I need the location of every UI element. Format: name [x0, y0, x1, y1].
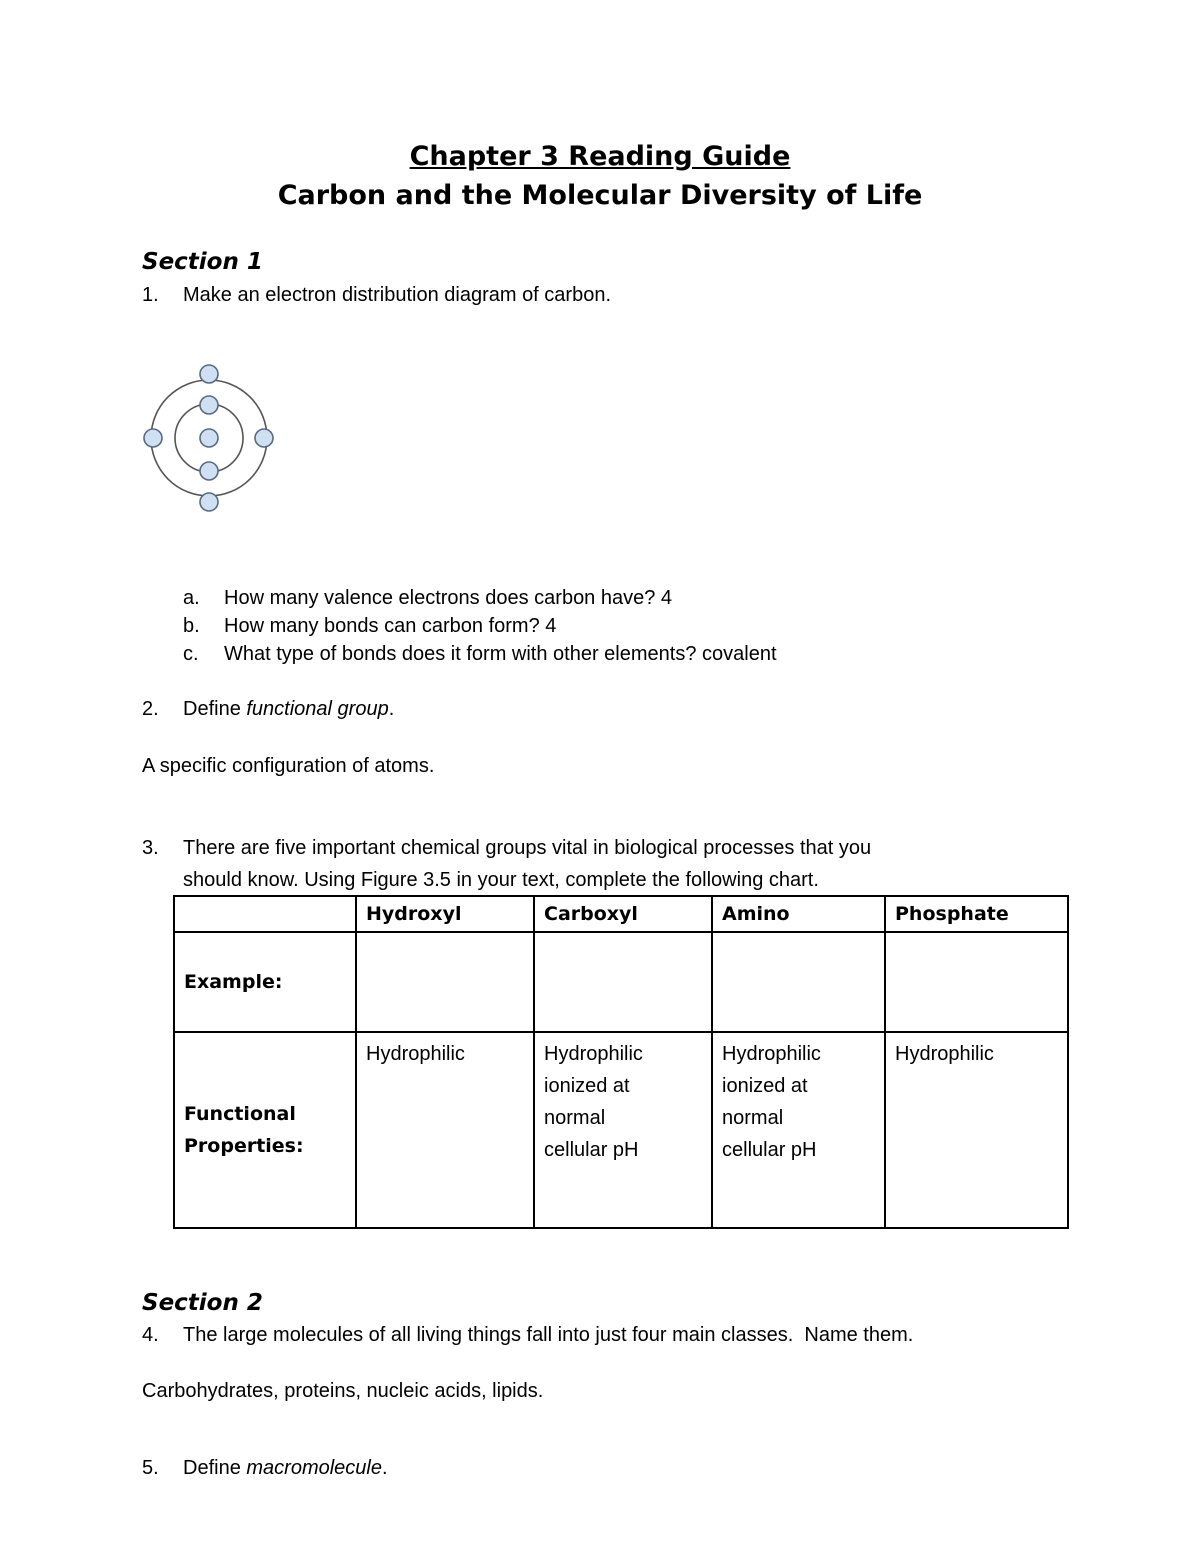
question-4-text: The large molecules of all living things fall into just four main classes. Name them. [183, 1324, 914, 1346]
cell-line: normal [544, 1107, 606, 1129]
nucleus [200, 429, 218, 447]
question-4-number: 4. [142, 1324, 159, 1346]
cell-line: Hydrophilic [895, 1043, 994, 1065]
cell-line: ionized at [544, 1075, 630, 1097]
properties-cell-carboxyl[interactable] [534, 1032, 712, 1228]
example-cell-carboxyl[interactable] [534, 932, 712, 1032]
question-5-suffix: . [381, 1457, 388, 1479]
properties-row-label [174, 1032, 356, 1228]
chemical-groups-table [173, 895, 1069, 1229]
example-cell-hydroxyl[interactable] [356, 932, 534, 1032]
example-cell-phosphate[interactable] [885, 932, 1068, 1032]
table-row-example [174, 932, 1068, 1032]
question-5-number: 5. [142, 1457, 159, 1479]
cell-line: ionized at [722, 1075, 808, 1097]
question-2-prefix: Define [183, 698, 247, 720]
question-5-prefix: Define [183, 1457, 247, 1479]
cell-line: cellular pH [544, 1139, 639, 1161]
sub-question-a-text: How many valence electrons does carbon have? 4 [224, 587, 673, 609]
electron [200, 462, 218, 480]
properties-cell-phosphate[interactable] [885, 1032, 1068, 1228]
electron [144, 429, 162, 447]
question-3-number: 3. [142, 837, 159, 859]
question-3-line-1: There are five important chemical groups vital in biological processes that you [183, 837, 872, 859]
answer-4: Carbohydrates, proteins, nucleic acids, lipids. [142, 1380, 544, 1402]
properties-label-line-2: Properties: [184, 1135, 304, 1157]
table-header-amino: Amino [712, 896, 885, 932]
cell-line: normal [722, 1107, 784, 1129]
question-3-line-2: should know. Using Figure 3.5 in your text, complete the following chart. [183, 869, 819, 891]
properties-cell-hydroxyl[interactable] [356, 1032, 534, 1228]
question-1-number: 1. [142, 284, 159, 306]
page-title: Chapter 3 Reading Guide [409, 141, 791, 172]
sub-question-c-label: c. [183, 643, 199, 665]
section-2-heading: Section 2 [142, 1290, 263, 1316]
question-2-text [183, 698, 394, 721]
table-header-hydroxyl: Hydroxyl [356, 896, 534, 932]
example-cell-amino[interactable] [712, 932, 885, 1032]
question-2-suffix: . [388, 698, 395, 720]
sub-question-c-text: What type of bonds does it form with other elements? covalent [224, 643, 777, 665]
properties-cell-amino[interactable] [712, 1032, 885, 1228]
question-5-term: macromolecule [246, 1457, 382, 1479]
electron [200, 365, 218, 383]
page-subtitle: Carbon and the Molecular Diversity of Life [277, 180, 923, 211]
electron [255, 429, 273, 447]
section-1-heading: Section 1 [142, 249, 263, 275]
question-2-term: functional group [246, 698, 389, 720]
table-row-functional-properties [174, 1032, 1068, 1228]
electron [200, 396, 218, 414]
example-row-label: Example: [174, 932, 356, 1032]
question-5-text [183, 1457, 388, 1480]
answer-2: A specific configuration of atoms. [142, 755, 435, 777]
electron [200, 493, 218, 511]
table-header-row [174, 896, 1068, 932]
cell-line: Hydrophilic [366, 1043, 465, 1065]
sub-question-a-label: a. [183, 587, 200, 609]
question-1-text: Make an electron distribution diagram of carbon. [183, 284, 612, 306]
table-header-cell [174, 896, 356, 932]
properties-label-line-1: Functional [184, 1103, 296, 1125]
cell-line: cellular pH [722, 1139, 817, 1161]
table-header-carboxyl: Carboxyl [534, 896, 712, 932]
table-header-phosphate: Phosphate [885, 896, 1068, 932]
electron-shell-diagram-icon [140, 362, 280, 517]
cell-line: Hydrophilic [544, 1043, 643, 1065]
sub-question-b-text: How many bonds can carbon form? 4 [224, 615, 557, 637]
question-2-number: 2. [142, 698, 159, 720]
cell-line: Hydrophilic [722, 1043, 821, 1065]
sub-question-b-label: b. [183, 615, 200, 637]
